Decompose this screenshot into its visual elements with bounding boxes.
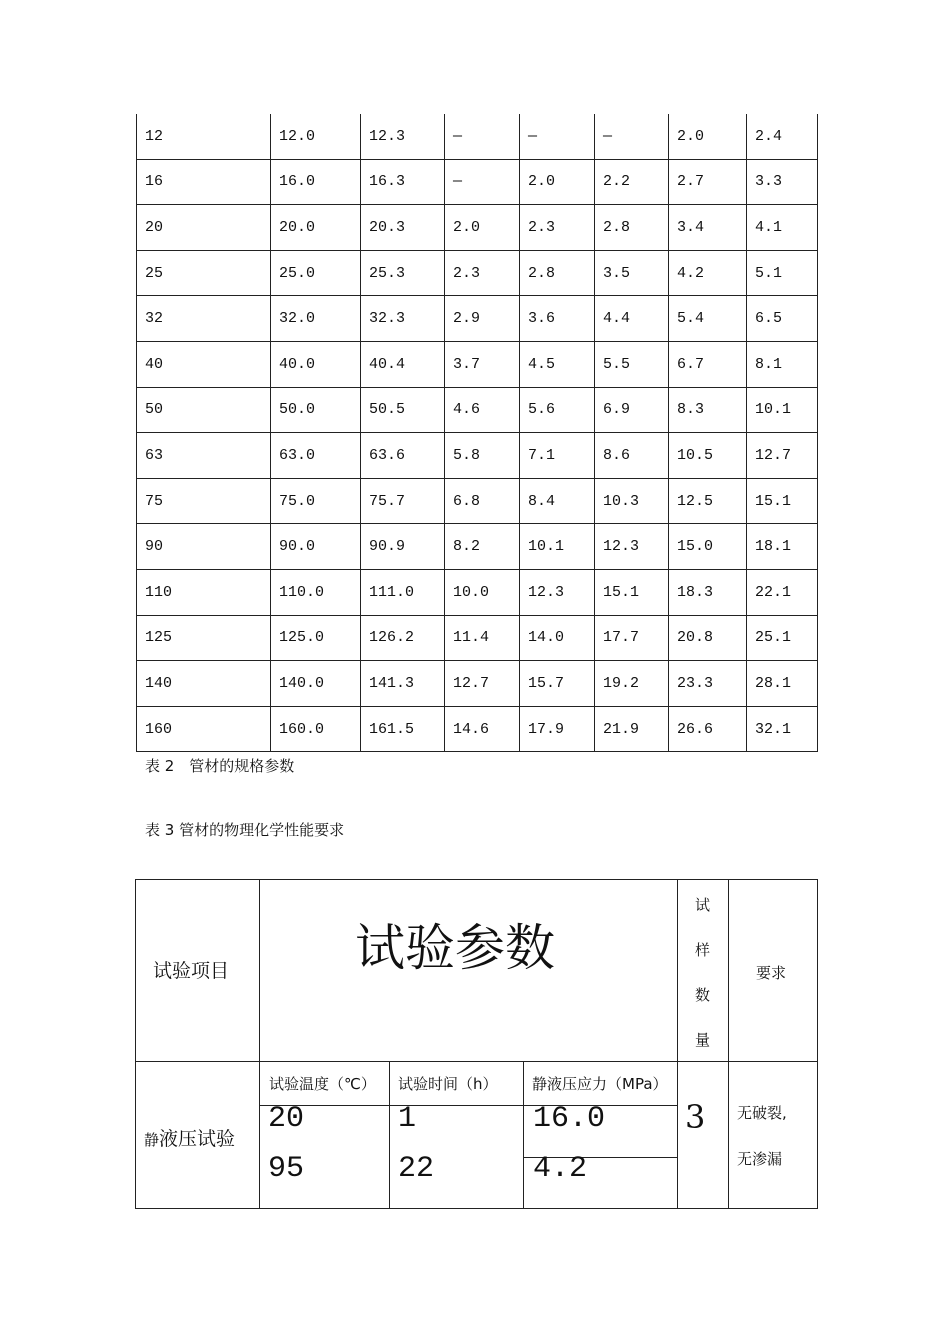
- table-cell: —: [595, 114, 669, 159]
- requirement-line-1: 无破裂,: [737, 1104, 787, 1122]
- table-row: [137, 433, 818, 479]
- table-cell: —: [520, 114, 595, 159]
- table-cell: 26.6: [669, 706, 747, 752]
- table-cell: 23.3: [669, 661, 747, 707]
- table-cell: 18.1: [747, 524, 818, 570]
- table-cell: 5.1: [747, 250, 818, 296]
- table-cell: 8.1: [747, 341, 818, 387]
- table-cell: 6.7: [669, 341, 747, 387]
- table-cell: 2.4: [747, 114, 818, 159]
- table-cell: 12.7: [747, 433, 818, 479]
- table-cell: 160: [137, 706, 271, 752]
- table-cell: 15.0: [669, 524, 747, 570]
- time-value: 22: [398, 1152, 435, 1186]
- table-cell: 15.1: [595, 569, 669, 615]
- table-cell: 25.0: [271, 250, 361, 296]
- table-cell: 3.7: [445, 341, 520, 387]
- table-cell: 50: [137, 387, 271, 433]
- table-cell: 8.6: [595, 433, 669, 479]
- table-cell: 6.5: [747, 296, 818, 342]
- table-cell: 7.1: [520, 433, 595, 479]
- table-row: [137, 114, 818, 159]
- table-cell: 50.0: [271, 387, 361, 433]
- table-row: [137, 569, 818, 615]
- table-cell: 90: [137, 524, 271, 570]
- table-cell: 2.3: [520, 205, 595, 251]
- table-cell: 160.0: [271, 706, 361, 752]
- time-value: 1: [398, 1102, 417, 1136]
- table-cell: 11.4: [445, 615, 520, 661]
- table-cell: 12.3: [361, 114, 445, 159]
- table-cell: 14.0: [520, 615, 595, 661]
- table-cell: 63.0: [271, 433, 361, 479]
- table-cell: 110.0: [271, 569, 361, 615]
- table-cell: 12.3: [520, 569, 595, 615]
- table3-title: 表 3 管材的物理化学性能要求: [145, 821, 345, 839]
- table-cell: 5.5: [595, 341, 669, 387]
- table-cell: 75: [137, 478, 271, 524]
- table-cell: 12: [137, 114, 271, 159]
- table-cell: —: [445, 114, 520, 159]
- header-test-item: 试验项目: [153, 960, 230, 982]
- table-row: [137, 706, 818, 752]
- table-cell: 75.0: [271, 478, 361, 524]
- table-row: [137, 524, 818, 570]
- table-cell: 18.3: [669, 569, 747, 615]
- table-cell: 32: [137, 296, 271, 342]
- table-cell: 125: [137, 615, 271, 661]
- table-cell: 110: [137, 569, 271, 615]
- table-cell: 10.5: [669, 433, 747, 479]
- table-cell: 25.3: [361, 250, 445, 296]
- table-cell: 25: [137, 250, 271, 296]
- temp-value: 95: [268, 1152, 305, 1186]
- table-cell: 50.5: [361, 387, 445, 433]
- table-cell: 14.6: [445, 706, 520, 752]
- table-cell: —: [445, 159, 520, 205]
- table-cell: 75.7: [361, 478, 445, 524]
- table-cell: 20.8: [669, 615, 747, 661]
- table-row: [137, 387, 818, 433]
- table-cell: 15.1: [747, 478, 818, 524]
- table-cell: 40: [137, 341, 271, 387]
- table-cell: 40.4: [361, 341, 445, 387]
- table-cell: 3.6: [520, 296, 595, 342]
- table-cell: 10.1: [747, 387, 818, 433]
- table-cell: 15.7: [520, 661, 595, 707]
- table-cell: 10.3: [595, 478, 669, 524]
- table-cell: 40.0: [271, 341, 361, 387]
- table-cell: 16.3: [361, 159, 445, 205]
- table-cell: 12.3: [595, 524, 669, 570]
- table-cell: 2.2: [595, 159, 669, 205]
- table-cell: 2.0: [445, 205, 520, 251]
- col-hydrostatic-stress: 静液压应力（MPa）: [532, 1075, 668, 1093]
- table-cell: 4.5: [520, 341, 595, 387]
- table-cell: 12.5: [669, 478, 747, 524]
- table-cell: 141.3: [361, 661, 445, 707]
- table-cell: 4.4: [595, 296, 669, 342]
- table-cell: 5.4: [669, 296, 747, 342]
- table-cell: 2.0: [520, 159, 595, 205]
- table-cell: 4.2: [669, 250, 747, 296]
- table-cell: 2.9: [445, 296, 520, 342]
- table-cell: 4.1: [747, 205, 818, 251]
- table-cell: 17.7: [595, 615, 669, 661]
- table-cell: 63: [137, 433, 271, 479]
- table-cell: 5.8: [445, 433, 520, 479]
- table-cell: 25.1: [747, 615, 818, 661]
- table-cell: 111.0: [361, 569, 445, 615]
- table-cell: 161.5: [361, 706, 445, 752]
- requirement-line-2: 无渗漏: [737, 1150, 783, 1168]
- table-cell: 5.6: [520, 387, 595, 433]
- table-cell: 2.8: [595, 205, 669, 251]
- table-row: [137, 615, 818, 661]
- table-row: [137, 250, 818, 296]
- table-cell: 21.9: [595, 706, 669, 752]
- table-cell: 2.0: [669, 114, 747, 159]
- table-cell: 2.3: [445, 250, 520, 296]
- table-cell: 16.0: [271, 159, 361, 205]
- table-cell: 3.4: [669, 205, 747, 251]
- test-item-hydrostatic: 静液压试验: [144, 1128, 236, 1150]
- col-test-time: 试验时间（h）: [398, 1075, 498, 1093]
- table-cell: 20: [137, 205, 271, 251]
- table-cell: 125.0: [271, 615, 361, 661]
- table-cell: 90.9: [361, 524, 445, 570]
- table-cell: 8.2: [445, 524, 520, 570]
- table-cell: 12.7: [445, 661, 520, 707]
- table-cell: 20.0: [271, 205, 361, 251]
- header-requirement: 要求: [756, 964, 787, 982]
- table-cell: 22.1: [747, 569, 818, 615]
- table-cell: 28.1: [747, 661, 818, 707]
- table-row: [137, 661, 818, 707]
- table-row: [137, 159, 818, 205]
- properties-table: [135, 879, 818, 1209]
- table-cell: 6.9: [595, 387, 669, 433]
- table-cell: 140.0: [271, 661, 361, 707]
- table-cell: 17.9: [520, 706, 595, 752]
- spec-table: [136, 114, 818, 752]
- temp-value: 20: [268, 1102, 305, 1136]
- table-cell: 8.3: [669, 387, 747, 433]
- table-cell: 90.0: [271, 524, 361, 570]
- table-row: [137, 296, 818, 342]
- stress-value: 16.0: [533, 1102, 606, 1136]
- table-cell: 16: [137, 159, 271, 205]
- table-cell: 10.0: [445, 569, 520, 615]
- table-cell: 3.3: [747, 159, 818, 205]
- table-cell: 6.8: [445, 478, 520, 524]
- header-test-params: 试验参数: [355, 919, 555, 977]
- table-cell: 3.5: [595, 250, 669, 296]
- table-cell: 32.3: [361, 296, 445, 342]
- table-cell: 126.2: [361, 615, 445, 661]
- table-cell: 19.2: [595, 661, 669, 707]
- table-cell: 32.1: [747, 706, 818, 752]
- table-cell: 8.4: [520, 478, 595, 524]
- table-cell: 2.8: [520, 250, 595, 296]
- table-cell: 2.7: [669, 159, 747, 205]
- table-cell: 20.3: [361, 205, 445, 251]
- col-test-temperature: 试验温度（℃）: [269, 1075, 376, 1093]
- table2-caption: 表 2 管材的规格参数: [145, 757, 295, 775]
- table-row: [137, 205, 818, 251]
- sample-count-value: 3: [685, 1098, 706, 1136]
- table-cell: 12.0: [271, 114, 361, 159]
- table-cell: 4.6: [445, 387, 520, 433]
- stress-value: 4.2: [533, 1152, 588, 1186]
- table-row: [137, 478, 818, 524]
- header-sample-count: 试 样 数 量: [694, 896, 710, 1049]
- table-cell: 10.1: [520, 524, 595, 570]
- table-row: [137, 341, 818, 387]
- table-cell: 63.6: [361, 433, 445, 479]
- table-cell: 32.0: [271, 296, 361, 342]
- table-cell: 140: [137, 661, 271, 707]
